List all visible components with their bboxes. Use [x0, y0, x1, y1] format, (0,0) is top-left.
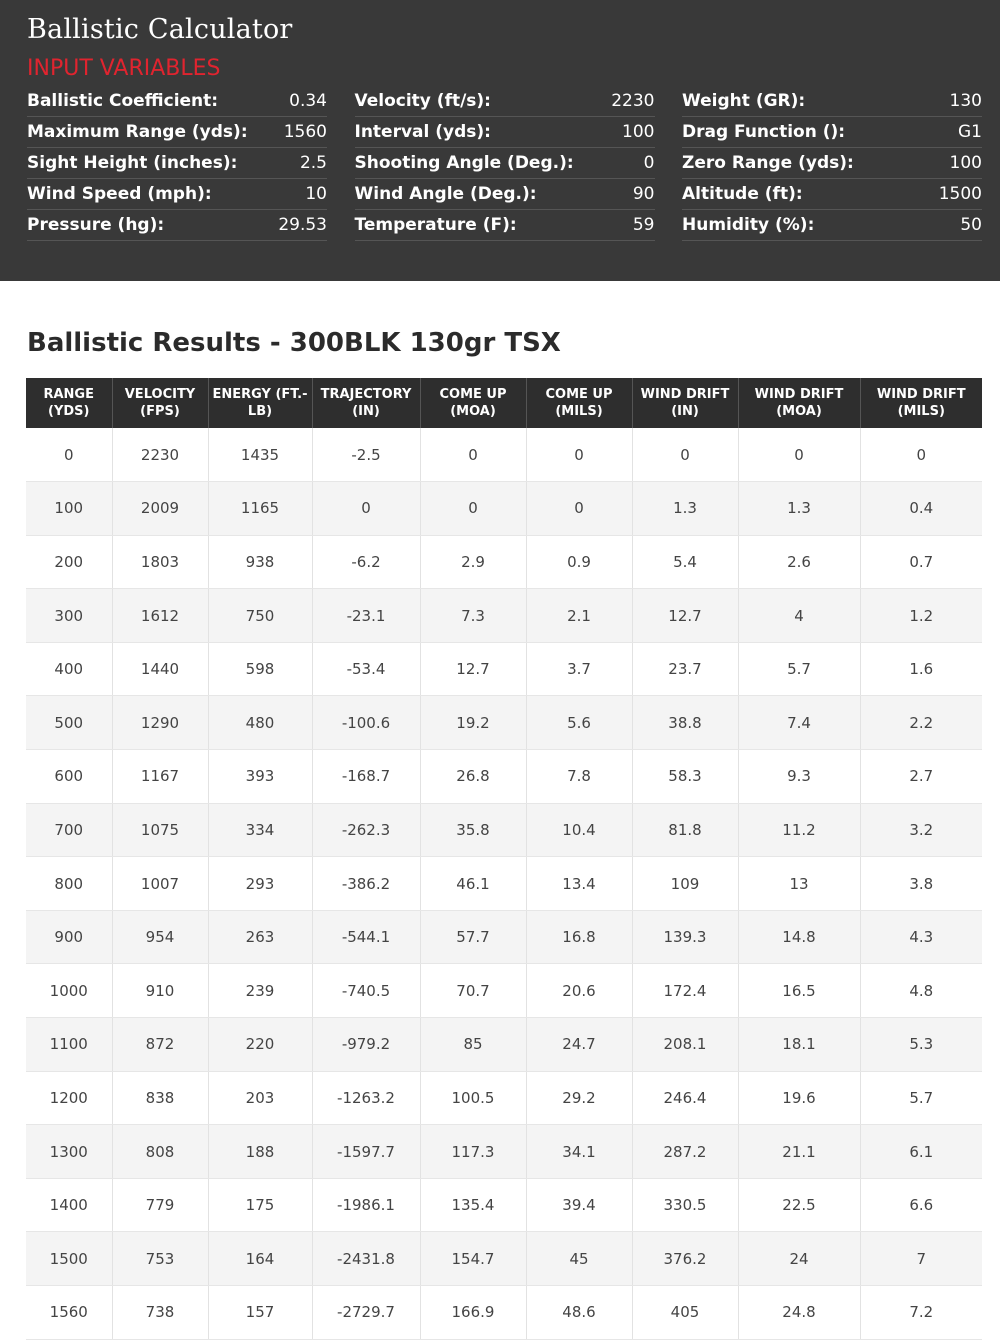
table-row — [26, 803, 982, 857]
table-cell: 6.1 — [860, 1125, 982, 1179]
table-cell: 172.4 — [632, 964, 738, 1018]
table-cell: 287.2 — [632, 1125, 738, 1179]
table-cell: 2.6 — [738, 535, 860, 589]
table-cell: 203 — [208, 1071, 312, 1125]
table-cell: 175 — [208, 1178, 312, 1232]
table-cell: 58.3 — [632, 750, 738, 804]
table-cell: 2.7 — [860, 750, 982, 804]
table-cell: 1165 — [208, 482, 312, 536]
column-header-line: VELOCITY — [124, 387, 196, 402]
input-variable-row — [682, 86, 982, 117]
table-cell: 263 — [208, 910, 312, 964]
table-cell: 1.3 — [738, 482, 860, 536]
table-cell: 24.7 — [526, 1018, 632, 1072]
table-cell: 910 — [112, 964, 208, 1018]
table-cell: 393 — [208, 750, 312, 804]
input-variable-value: 90 — [632, 184, 655, 204]
table-row — [26, 482, 982, 536]
input-variable-row — [682, 148, 982, 179]
table-cell: 21.1 — [738, 1125, 860, 1179]
table-cell: 779 — [112, 1178, 208, 1232]
input-column — [355, 86, 655, 241]
input-variable-value: 10 — [305, 184, 327, 204]
table-cell: 5.7 — [860, 1071, 982, 1125]
table-cell: 700 — [26, 803, 112, 857]
table-cell: 0 — [26, 428, 112, 482]
input-variable-label: Shooting Angle (Deg.): — [354, 153, 574, 173]
column-header — [420, 378, 526, 428]
table-cell: -168.7 — [312, 750, 420, 804]
column-header — [860, 378, 982, 428]
table-cell: 16.5 — [738, 964, 860, 1018]
table-cell: 0.7 — [860, 535, 982, 589]
table-cell: 164 — [208, 1232, 312, 1286]
table-cell: 46.1 — [420, 857, 526, 911]
table-cell: 0 — [526, 482, 632, 536]
column-header-line: (MILS) — [555, 404, 603, 419]
table-cell: 57.7 — [420, 910, 526, 964]
table-cell: 7.3 — [420, 589, 526, 643]
table-cell: 200 — [26, 535, 112, 589]
table-cell: 1500 — [26, 1232, 112, 1286]
table-cell: -544.1 — [312, 910, 420, 964]
table-cell: 954 — [112, 910, 208, 964]
table-cell: 1100 — [26, 1018, 112, 1072]
table-cell: 900 — [26, 910, 112, 964]
input-variable-value: 50 — [960, 215, 982, 235]
table-cell: -2431.8 — [312, 1232, 420, 1286]
table-cell: -979.2 — [312, 1018, 420, 1072]
table-cell: 81.8 — [632, 803, 738, 857]
table-cell: 0 — [632, 428, 738, 482]
table-cell: 405 — [632, 1286, 738, 1340]
input-variable-value: 0.34 — [289, 91, 327, 111]
input-variable-value: 2230 — [611, 91, 655, 111]
input-variable-row — [682, 117, 982, 148]
table-row — [26, 1018, 982, 1072]
table-row — [26, 428, 982, 482]
table-cell: 2009 — [112, 482, 208, 536]
column-header-line: (IN) — [671, 404, 699, 419]
table-cell: 1612 — [112, 589, 208, 643]
column-header-line: (MOA) — [450, 404, 496, 419]
table-cell: 13.4 — [526, 857, 632, 911]
table-cell: 5.7 — [738, 642, 860, 696]
input-variable-value: 130 — [949, 91, 982, 111]
table-row — [26, 857, 982, 911]
column-header — [312, 378, 420, 428]
column-header-line: WIND DRIFT — [640, 387, 730, 402]
results-title: Ballistic Results - 300BLK 130gr TSX — [27, 328, 561, 358]
results-table — [26, 378, 982, 1340]
table-row — [26, 696, 982, 750]
column-header-line: RANGE — [43, 387, 94, 402]
table-cell: 1.3 — [632, 482, 738, 536]
table-cell: 598 — [208, 642, 312, 696]
table-row — [26, 1232, 982, 1286]
input-variable-row — [355, 86, 655, 117]
input-variable-row — [27, 179, 327, 210]
table-cell: 19.6 — [738, 1071, 860, 1125]
table-cell: 808 — [112, 1125, 208, 1179]
column-header — [632, 378, 738, 428]
input-variable-label: Ballistic Coefficient: — [27, 91, 219, 111]
column-header-line: COME UP — [439, 387, 507, 402]
table-cell: 1167 — [112, 750, 208, 804]
table-cell: -386.2 — [312, 857, 420, 911]
table-cell: 7.4 — [738, 696, 860, 750]
table-cell: -262.3 — [312, 803, 420, 857]
column-header-line: COME UP — [545, 387, 613, 402]
table-cell: 22.5 — [738, 1178, 860, 1232]
input-variable-row — [27, 117, 327, 148]
column-header-line: WIND DRIFT — [876, 387, 966, 402]
table-cell: 35.8 — [420, 803, 526, 857]
table-cell: 157 — [208, 1286, 312, 1340]
table-cell: 753 — [112, 1232, 208, 1286]
table-cell: 7.8 — [526, 750, 632, 804]
input-panel — [0, 0, 1000, 281]
input-variables-heading: INPUT VARIABLES — [27, 56, 221, 81]
table-cell: 16.8 — [526, 910, 632, 964]
table-cell: 2.2 — [860, 696, 982, 750]
table-row — [26, 642, 982, 696]
column-header-line: (FPS) — [140, 404, 180, 419]
input-variable-value: 2.5 — [299, 153, 327, 173]
table-cell: 6.6 — [860, 1178, 982, 1232]
table-cell: 45 — [526, 1232, 632, 1286]
table-cell: 166.9 — [420, 1286, 526, 1340]
table-row — [26, 1125, 982, 1179]
column-header-line: LB) — [247, 404, 273, 419]
input-variable-row — [682, 179, 982, 210]
table-cell: 400 — [26, 642, 112, 696]
input-variable-label: Temperature (F): — [354, 215, 517, 235]
table-cell: -53.4 — [312, 642, 420, 696]
table-cell: 7.2 — [860, 1286, 982, 1340]
table-cell: 7 — [860, 1232, 982, 1286]
input-variable-row — [355, 148, 655, 179]
table-cell: -740.5 — [312, 964, 420, 1018]
column-header — [112, 378, 208, 428]
table-cell: 4 — [738, 589, 860, 643]
table-cell: -100.6 — [312, 696, 420, 750]
header-row — [26, 378, 982, 428]
table-cell: 20.6 — [526, 964, 632, 1018]
table-cell: 1290 — [112, 696, 208, 750]
input-variable-value: 100 — [622, 122, 655, 142]
table-cell: 3.7 — [526, 642, 632, 696]
column-header-line: ENERGY (FT.- — [212, 387, 308, 402]
input-variable-label: Velocity (ft/s): — [354, 91, 491, 111]
table-cell: 1400 — [26, 1178, 112, 1232]
table-cell: 0 — [738, 428, 860, 482]
table-cell: 23.7 — [632, 642, 738, 696]
table-cell: -2729.7 — [312, 1286, 420, 1340]
input-variable-value: 100 — [949, 153, 982, 173]
input-variable-label: Wind Angle (Deg.): — [354, 184, 537, 204]
input-variable-label: Maximum Range (yds): — [27, 122, 248, 142]
input-variable-label: Sight Height (inches): — [27, 153, 238, 173]
table-cell: 800 — [26, 857, 112, 911]
table-cell: 12.7 — [420, 642, 526, 696]
table-cell: 376.2 — [632, 1232, 738, 1286]
table-cell: 11.2 — [738, 803, 860, 857]
table-cell: 1075 — [112, 803, 208, 857]
table-cell: 838 — [112, 1071, 208, 1125]
table-row — [26, 535, 982, 589]
table-cell: 26.8 — [420, 750, 526, 804]
table-cell: 1560 — [26, 1286, 112, 1340]
input-variable-row — [27, 210, 327, 241]
table-cell: 1007 — [112, 857, 208, 911]
input-variable-label: Humidity (%): — [682, 215, 815, 235]
table-cell: -23.1 — [312, 589, 420, 643]
column-header-line: TRAJECTORY — [320, 387, 412, 402]
table-cell: 246.4 — [632, 1071, 738, 1125]
column-header-line: WIND DRIFT — [754, 387, 844, 402]
table-cell: 600 — [26, 750, 112, 804]
input-column — [27, 86, 327, 241]
table-cell: 13 — [738, 857, 860, 911]
column-header-line: (MOA) — [776, 404, 822, 419]
table-cell: 2.1 — [526, 589, 632, 643]
table-cell: 293 — [208, 857, 312, 911]
table-cell: 500 — [26, 696, 112, 750]
table-cell: 154.7 — [420, 1232, 526, 1286]
table-cell: 34.1 — [526, 1125, 632, 1179]
table-row — [26, 1071, 982, 1125]
table-cell: 0 — [860, 428, 982, 482]
input-variable-value: 59 — [632, 215, 655, 235]
table-cell: 48.6 — [526, 1286, 632, 1340]
table-cell: -1986.1 — [312, 1178, 420, 1232]
table-cell: 10.4 — [526, 803, 632, 857]
table-cell: -1597.7 — [312, 1125, 420, 1179]
table-cell: 4.8 — [860, 964, 982, 1018]
table-cell: 938 — [208, 535, 312, 589]
table-cell: 3.2 — [860, 803, 982, 857]
table-cell: 1300 — [26, 1125, 112, 1179]
table-cell: 18.1 — [738, 1018, 860, 1072]
input-variable-label: Interval (yds): — [354, 122, 491, 142]
table-cell: 9.3 — [738, 750, 860, 804]
table-cell: 19.2 — [420, 696, 526, 750]
table-cell: 38.8 — [632, 696, 738, 750]
table-row — [26, 910, 982, 964]
app-title: Ballistic Calculator — [27, 14, 293, 45]
table-cell: 0.4 — [860, 482, 982, 536]
table-cell: 100.5 — [420, 1071, 526, 1125]
table-cell: 2.9 — [420, 535, 526, 589]
input-variable-value: 29.53 — [278, 215, 327, 235]
input-variable-row — [682, 210, 982, 241]
table-cell: 188 — [208, 1125, 312, 1179]
table-cell: 1.2 — [860, 589, 982, 643]
table-cell: 139.3 — [632, 910, 738, 964]
column-header — [26, 378, 112, 428]
table-cell: 70.7 — [420, 964, 526, 1018]
input-variable-row — [355, 179, 655, 210]
input-variable-row — [27, 148, 327, 179]
table-cell: -1263.2 — [312, 1071, 420, 1125]
table-cell: 480 — [208, 696, 312, 750]
input-column — [682, 86, 982, 241]
input-variable-label: Drag Function (): — [682, 122, 846, 142]
table-cell: 5.3 — [860, 1018, 982, 1072]
table-row — [26, 1178, 982, 1232]
table-cell: 330.5 — [632, 1178, 738, 1232]
input-variable-value: 1560 — [283, 122, 327, 142]
table-cell: 117.3 — [420, 1125, 526, 1179]
column-header-line: (MILS) — [897, 404, 945, 419]
input-variable-row — [27, 86, 327, 117]
table-cell: 1200 — [26, 1071, 112, 1125]
table-cell: 1440 — [112, 642, 208, 696]
column-header — [526, 378, 632, 428]
table-cell: 4.3 — [860, 910, 982, 964]
table-cell: 738 — [112, 1286, 208, 1340]
table-row — [26, 750, 982, 804]
table-cell: 3.8 — [860, 857, 982, 911]
table-cell: 39.4 — [526, 1178, 632, 1232]
table-cell: -2.5 — [312, 428, 420, 482]
table-row — [26, 1286, 982, 1340]
input-variable-label: Weight (GR): — [682, 91, 806, 111]
input-variable-row — [355, 210, 655, 241]
table-row — [26, 964, 982, 1018]
table-cell: 0.9 — [526, 535, 632, 589]
column-header-line: (YDS) — [48, 404, 90, 419]
input-variable-value: 1500 — [938, 184, 982, 204]
input-variable-label: Altitude (ft): — [682, 184, 803, 204]
input-variable-value: 0 — [643, 153, 655, 173]
table-row — [26, 589, 982, 643]
table-cell: 12.7 — [632, 589, 738, 643]
table-cell: 1.6 — [860, 642, 982, 696]
table-cell: 334 — [208, 803, 312, 857]
table-cell: 1000 — [26, 964, 112, 1018]
column-header — [208, 378, 312, 428]
table-cell: 5.6 — [526, 696, 632, 750]
table-cell: 239 — [208, 964, 312, 1018]
table-cell: 109 — [632, 857, 738, 911]
table-cell: 0 — [312, 482, 420, 536]
table-cell: 300 — [26, 589, 112, 643]
table-cell: 0 — [526, 428, 632, 482]
table-cell: 29.2 — [526, 1071, 632, 1125]
table-cell: 2230 — [112, 428, 208, 482]
input-variable-label: Zero Range (yds): — [682, 153, 854, 173]
table-cell: 872 — [112, 1018, 208, 1072]
table-cell: 1803 — [112, 535, 208, 589]
table-cell: 24 — [738, 1232, 860, 1286]
input-variable-value: G1 — [958, 122, 982, 142]
table-cell: 0 — [420, 428, 526, 482]
table-cell: -6.2 — [312, 535, 420, 589]
input-variable-label: Pressure (hg): — [27, 215, 165, 235]
table-cell: 220 — [208, 1018, 312, 1072]
input-variables-grid — [27, 86, 982, 241]
column-header — [738, 378, 860, 428]
table-cell: 24.8 — [738, 1286, 860, 1340]
table-cell: 5.4 — [632, 535, 738, 589]
table-cell: 1435 — [208, 428, 312, 482]
input-variable-label: Wind Speed (mph): — [27, 184, 212, 204]
table-cell: 208.1 — [632, 1018, 738, 1072]
table-cell: 0 — [420, 482, 526, 536]
column-header-line: (IN) — [352, 404, 380, 419]
table-cell: 750 — [208, 589, 312, 643]
table-cell: 100 — [26, 482, 112, 536]
table-cell: 135.4 — [420, 1178, 526, 1232]
table-cell: 85 — [420, 1018, 526, 1072]
results-table-body — [26, 428, 982, 1339]
results-table-header — [26, 378, 982, 428]
table-cell: 14.8 — [738, 910, 860, 964]
input-variable-row — [355, 117, 655, 148]
